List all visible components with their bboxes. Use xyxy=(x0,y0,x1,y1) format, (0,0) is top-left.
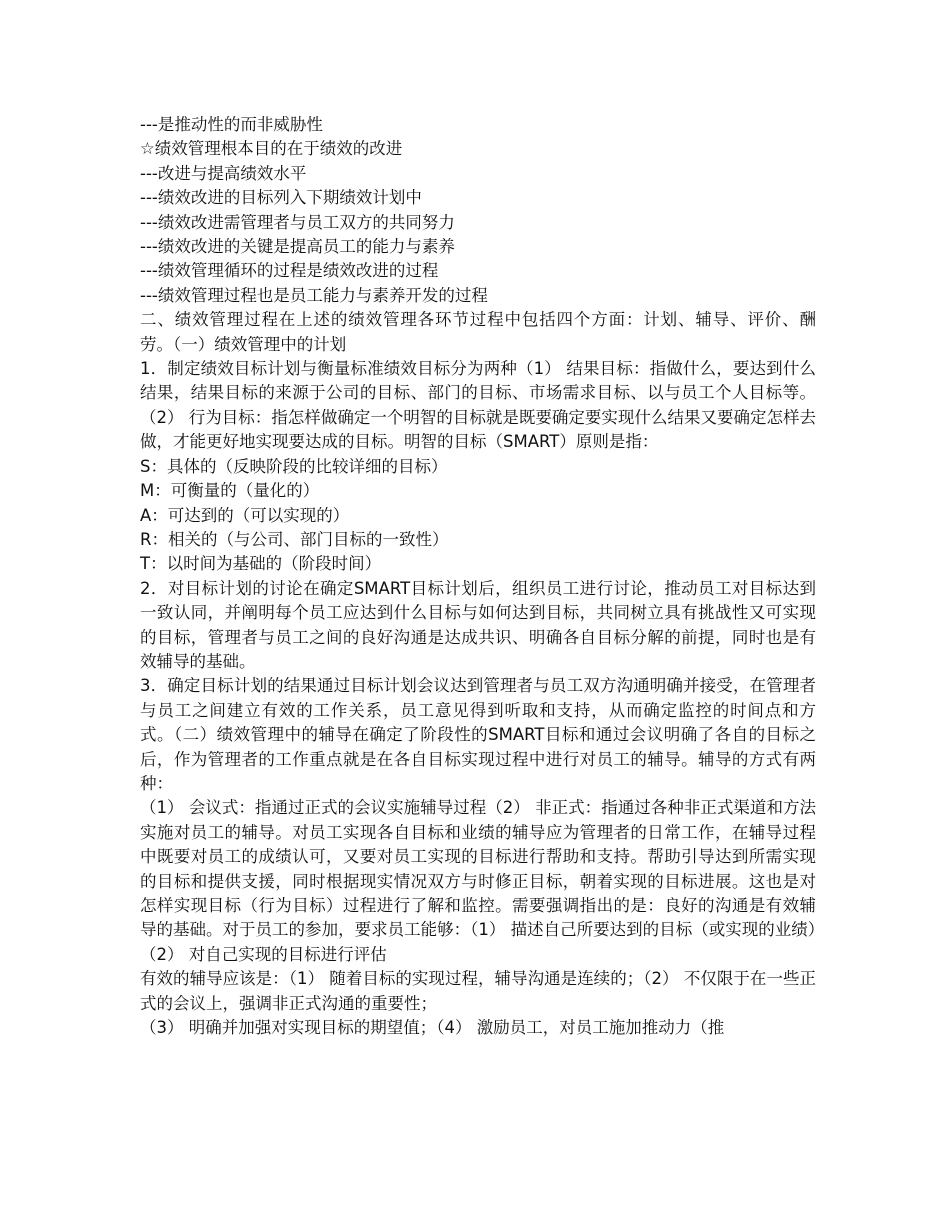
numbered-paragraph-1: 1．制定绩效目标计划与衡量标准绩效目标分为两种（1） 结果目标：指做什么，要达到什么结果，结果目标的来源于公司的目标、部门的目标、市场需求目标、以与员工个人目标等。（2） 行为目标：指怎样做确定一个明智的目标就是既要确定要实现什么结果又要确定怎样去做，才能更好地实现要达成的目标。明智的目标（SMART）原则是指： xyxy=(140,359,816,452)
bullet-line: ---绩效管理过程也是员工能力与素养开发的过程 xyxy=(140,285,488,305)
document-body xyxy=(140,113,816,1040)
effective-coaching-paragraph: 有效的辅导应该是：（1） 随着目标的实现过程，辅导沟通是连续的；（2） 不仅限于在一些正式的会议上，强调非正式沟通的重要性； xyxy=(140,969,816,1013)
smart-item-r: R：相关的（与公司、部门目标的一致性） xyxy=(140,529,449,549)
smart-item-s: S：具体的（反映阶段的比较详细的目标） xyxy=(140,456,448,476)
section-heading-paragraph: 二、绩效管理过程在上述的绩效管理各环节过程中包括四个方面：计划、辅导、评价、酬劳。（一）绩效管理中的计划 xyxy=(140,310,816,354)
bullet-line: ---是推动性的而非威胁性 xyxy=(140,115,323,134)
coaching-continued-paragraph: （3） 明确并加强对实现目标的期望值；（4） 激励员工，对员工施加推动力（推 xyxy=(140,1018,725,1038)
coaching-methods-paragraph: （1） 会议式：指通过正式的会议实施辅导过程（2） 非正式：指通过各种非正式渠道和方法实施对员工的辅导。对员工实现各自目标和业绩的辅导应为管理者的日常工作，在辅导过程中既要对员工的成绩认可，又要对员工实现的目标进行帮助和支持。帮助引导达到所需实现的目标和提供支援，同时根据现实情况双方与时修正目标，朝着实现的目标进展。这也是对怎样实现目标（行为目标）过程进行了解和监控。需要强调指出的是：良好的沟通是有效辅导的基础。对于员工的参加，要求员工能够：（1） 描述自己所要达到的目标（或实现的业绩）（2） 对自己实现的目标进行评估 xyxy=(140,798,816,964)
bullet-line: ---改进与提高绩效水平 xyxy=(140,163,307,183)
smart-item-m: M：可衡量的（量化的） xyxy=(140,481,320,501)
bullet-line: ---绩效管理循环的过程是绩效改进的过程 xyxy=(140,261,439,281)
numbered-paragraph-2: 2．对目标计划的讨论在确定SMART目标计划后，组织员工进行讨论，推动员工对目标达到一致认同，并阐明每个员工应达到什么目标与如何达到目标，共同树立具有挑战性又可实现的目标，管理者与员工之间的良好沟通是达成共识、明确各自目标分解的前提，同时也是有效辅导的基础。 xyxy=(140,578,816,671)
star-heading: ☆绩效管理根本目的在于绩效的改进 xyxy=(140,139,403,159)
bullet-line: ---绩效改进需管理者与员工双方的共同努力 xyxy=(140,212,455,232)
smart-item-a: A：可达到的（可以实现的） xyxy=(140,505,350,525)
smart-item-t: T：以时间为基础的（阶段时间） xyxy=(140,554,382,574)
bullet-line: ---绩效改进的目标列入下期绩效计划中 xyxy=(140,188,422,208)
numbered-paragraph-3: 3．确定目标计划的结果通过目标计划会议达到管理者与员工双方沟通明确并接受，在管理者与员工之间建立有效的工作关系，员工意见得到听取和支持，从而确定监控的时间点和方式。（二）绩效管理中的辅导在确定了阶段性的SMART目标和通过会议明确了各自的目标之后，作为管理者的工作重点就是在各自目标实现过程中进行对员工的辅导。辅导的方式有两种： xyxy=(140,676,816,793)
bullet-line: ---绩效改进的关键是提高员工的能力与素养 xyxy=(140,237,455,257)
